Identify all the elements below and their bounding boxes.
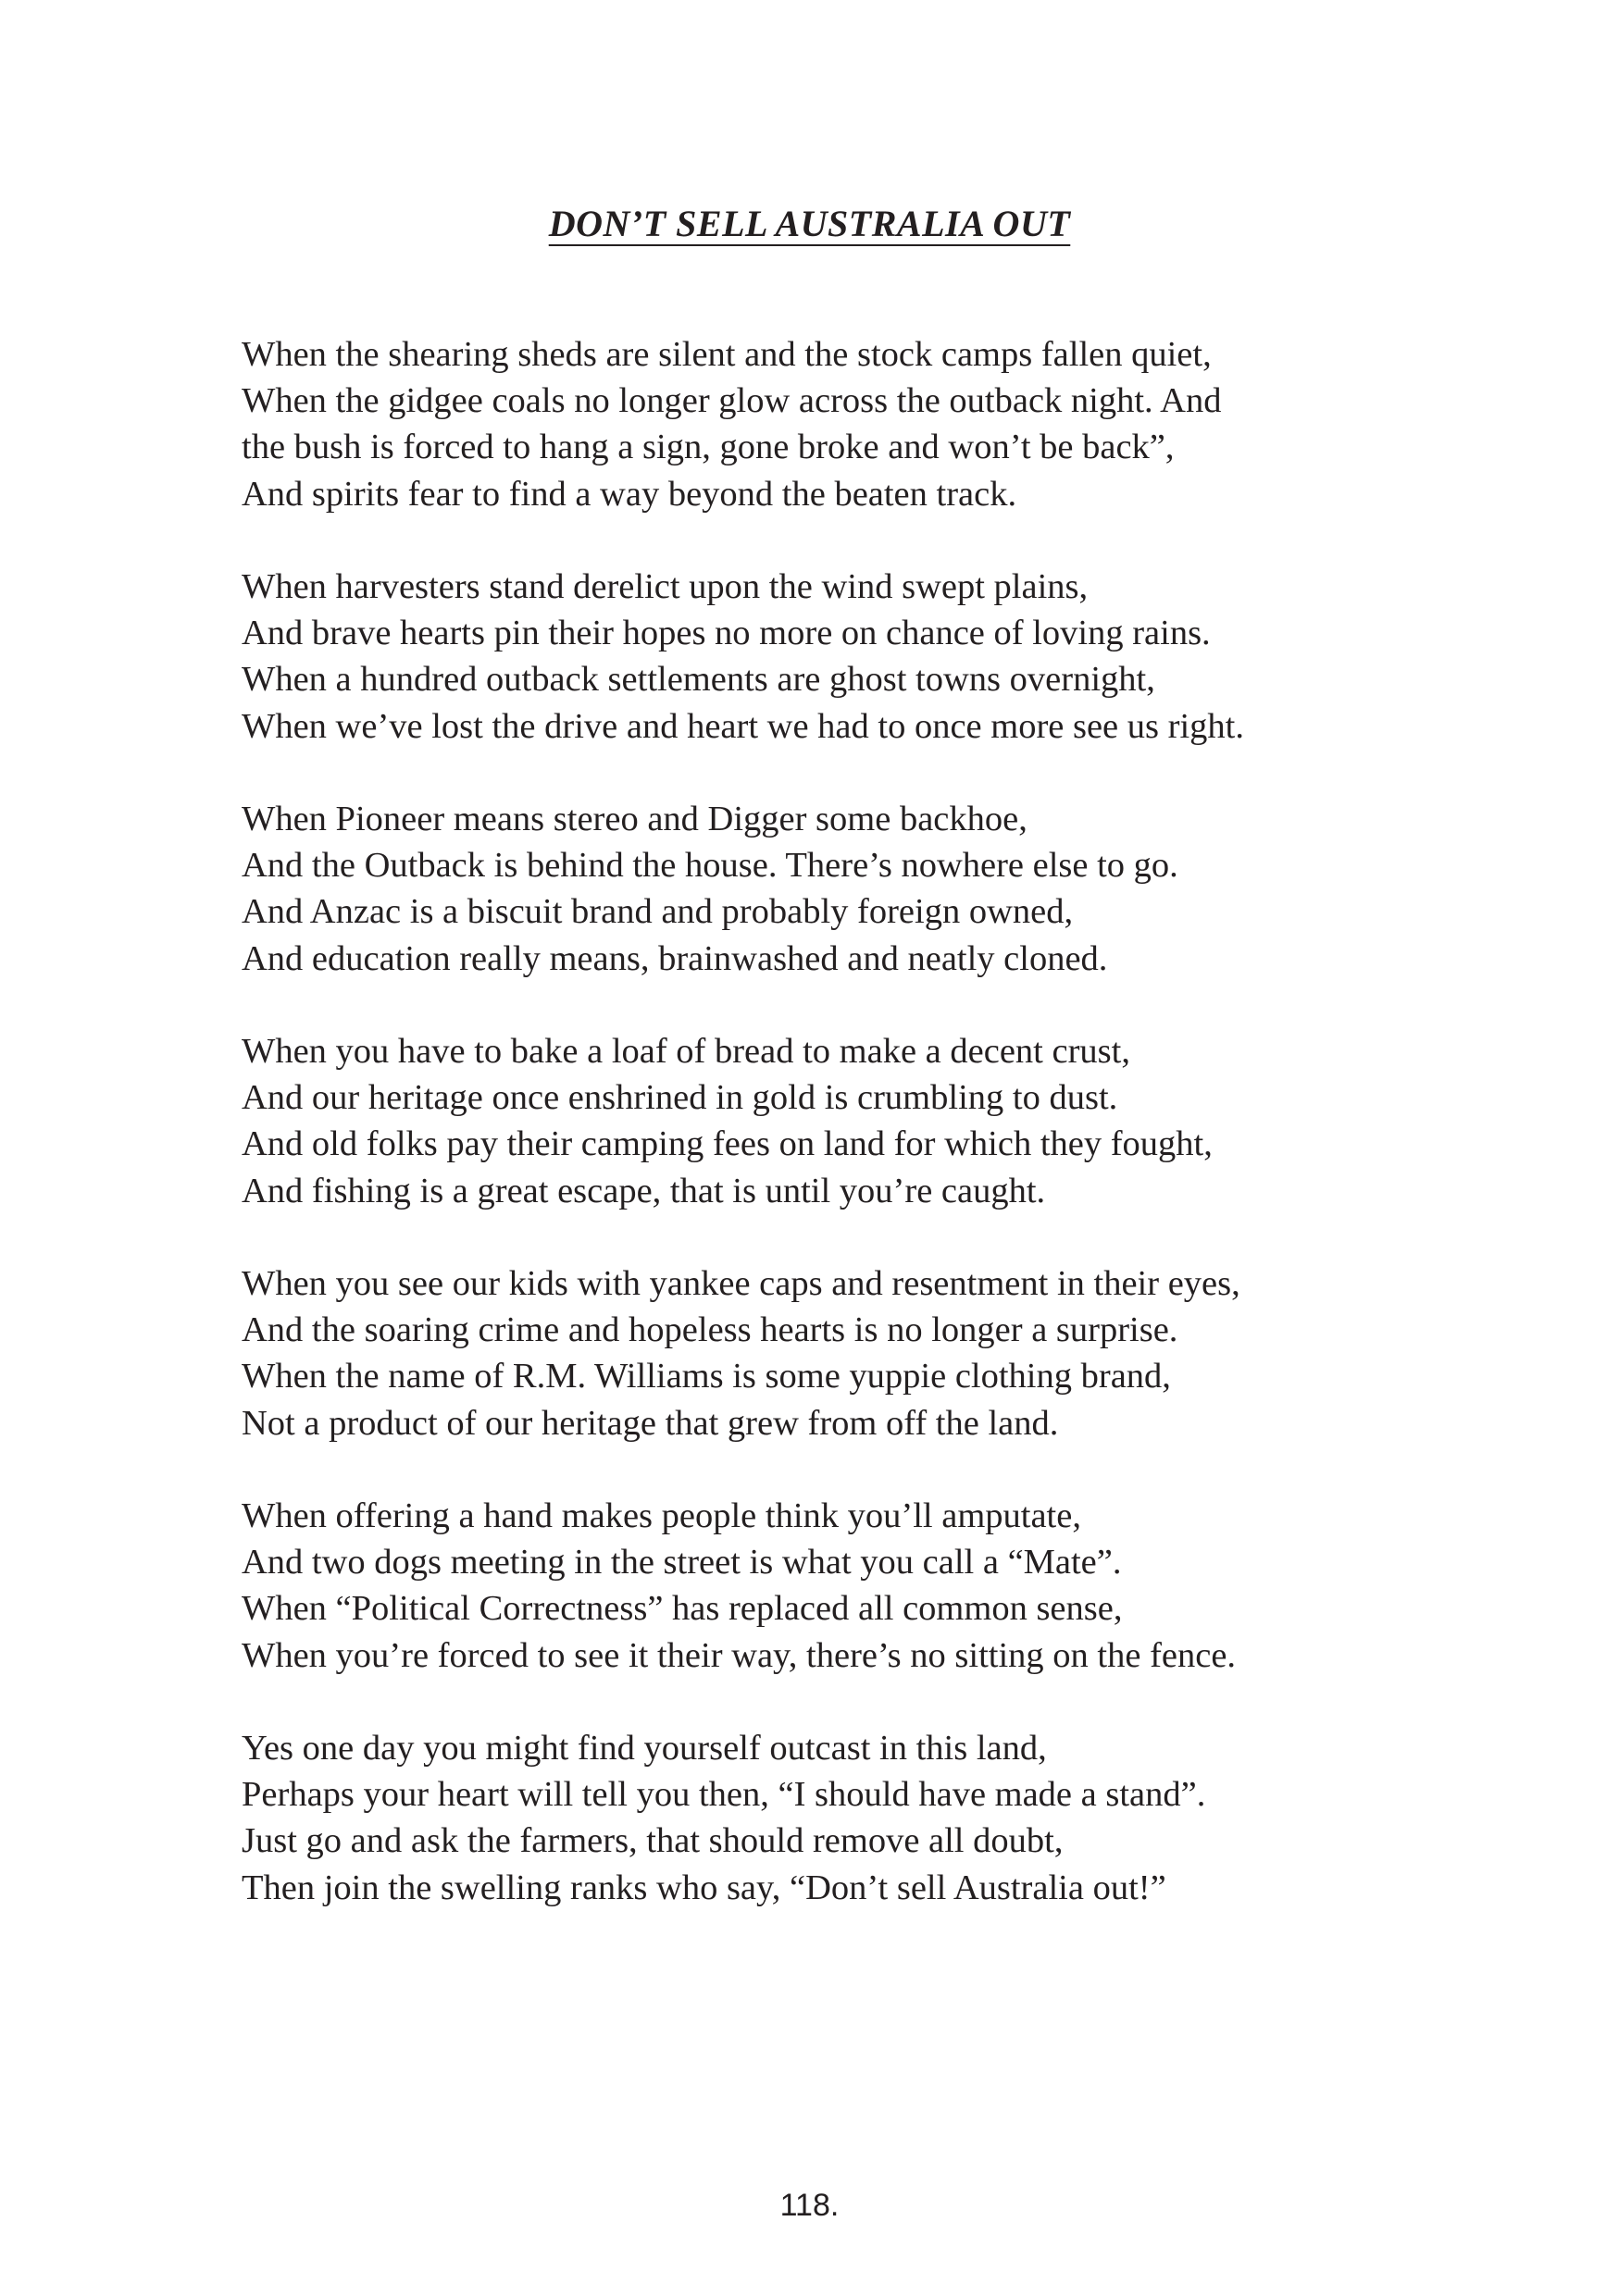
stanza-3 xyxy=(242,796,1445,982)
poem-line: the bush is forced to hang a sign, gone broke and won’t be back”, xyxy=(242,428,1175,467)
poem-line: And fishing is a great escape, that is until you’re caught. xyxy=(242,1171,1046,1210)
poem-line: And old folks pay their camping fees on land for which they fought, xyxy=(242,1124,1213,1164)
poem-line: When you’re forced to see it their way, there’s no sitting on the fence. xyxy=(242,1635,1237,1675)
poem-line: When the name of R.M. Williams is some yuppie clothing brand, xyxy=(242,1357,1171,1396)
page-number: 118. xyxy=(779,2188,840,2223)
poem-line: When a hundred outback settlements are ghost towns overnight, xyxy=(242,660,1155,700)
poem-line: And education really means, brainwashed and neatly cloned. xyxy=(242,938,1108,978)
poem-title xyxy=(0,196,1619,252)
poem-line: When the shearing sheds are silent and the stock camps fallen quiet, xyxy=(242,335,1212,374)
poem-line: When you see our kids with yankee caps and resentment in their eyes, xyxy=(242,1264,1240,1303)
poem-line: When “Political Correctness” has replaced all common sense, xyxy=(242,1589,1123,1629)
poem-line: When Pioneer means stereo and Digger some backhoe, xyxy=(242,800,1027,838)
poem-line: Not a product of our heritage that grew from off the land. xyxy=(242,1403,1059,1443)
poem-line: And Anzac is a biscuit brand and probably foreign owned, xyxy=(242,892,1074,932)
poem-title-text: DON’T SELL AUSTRALIA OUT xyxy=(548,203,1071,244)
poem-line: When harvesters stand derelict upon the wind swept plains, xyxy=(242,567,1089,606)
stanza-2 xyxy=(242,564,1445,750)
stanza-7 xyxy=(242,1725,1445,1911)
poem-line: And two dogs meeting in the street is what you call a “Mate”. xyxy=(242,1543,1122,1582)
stanza-5 xyxy=(242,1260,1445,1446)
stanza-1 xyxy=(242,331,1445,517)
poem-line: And our heritage once enshrined in gold is crumbling to dust. xyxy=(242,1078,1118,1118)
poem-line: When we’ve lost the drive and heart we had to once more see us right. xyxy=(242,706,1244,746)
stanza-4 xyxy=(242,1028,1445,1214)
poem-line: When you have to bake a loaf of bread to make a decent crust, xyxy=(242,1032,1130,1071)
poem-body xyxy=(242,331,1445,1911)
poem-line: And the Outback is behind the house. There’s nowhere else to go. xyxy=(242,846,1178,886)
poem-line: And spirits fear to find a way beyond the beaten track. xyxy=(242,474,1017,514)
poem-line: When the gidgee coals no longer glow across the outback night. And xyxy=(242,381,1222,421)
poem-line: And the soaring crime and hopeless hearts is no longer a surprise. xyxy=(242,1310,1178,1350)
poem-line: And brave hearts pin their hopes no more on chance of loving rains. xyxy=(242,614,1211,653)
poem-line: Then join the swelling ranks who say, “Don’t sell Australia out!” xyxy=(242,1868,1166,1907)
stanza-6 xyxy=(242,1493,1445,1679)
poem-line: Just go and ask the farmers, that should remove all doubt, xyxy=(242,1821,1064,1861)
poem-line: Yes one day you might find yourself outcast in this land, xyxy=(242,1729,1047,1768)
poem-line: Perhaps your heart will tell you then, “I should have made a stand”. xyxy=(242,1775,1206,1815)
poem-line: When offering a hand makes people think you’ll amputate, xyxy=(242,1496,1081,1535)
